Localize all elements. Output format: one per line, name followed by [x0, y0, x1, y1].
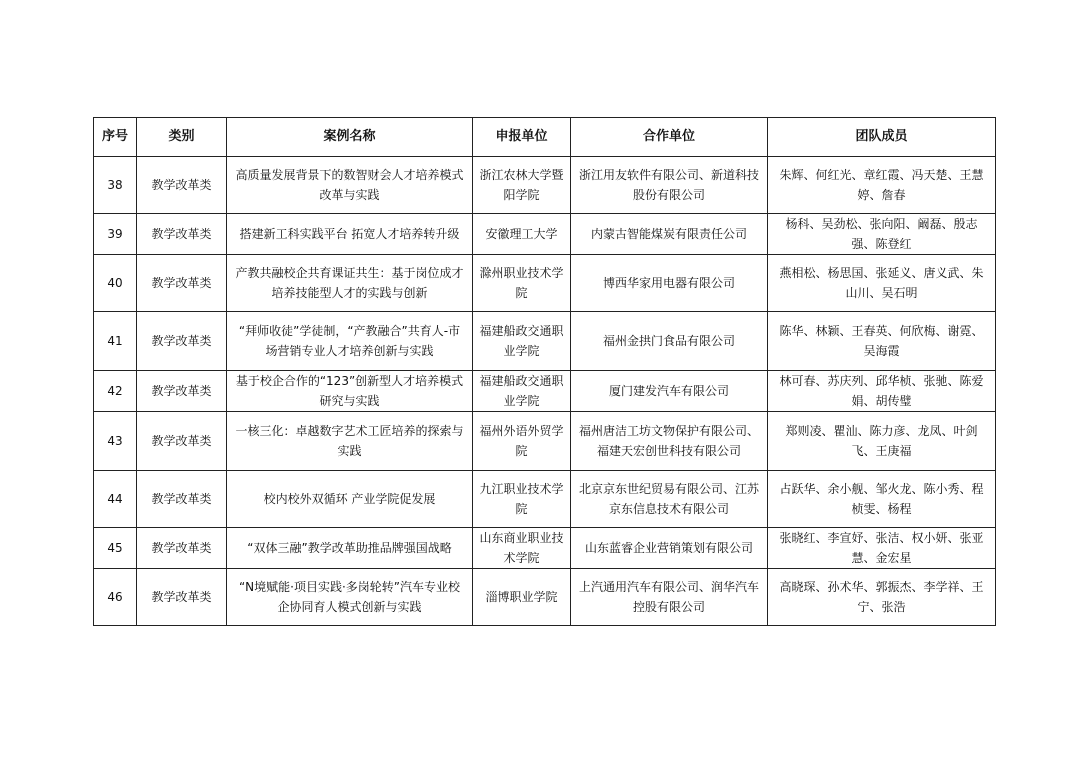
row-applicant: 山东商业职业技术学院: [473, 528, 571, 569]
row-members: 郑则凌、瞿汕、陈力彦、龙凤、叶剑飞、王庚福: [768, 412, 996, 471]
row-members: 占跃华、余小舰、邹火龙、陈小秀、程桢雯、杨程: [768, 471, 996, 528]
header-members: 团队成员: [768, 118, 996, 157]
row-partner: 浙江用友软件有限公司、新道科技股份有限公司: [571, 157, 768, 214]
row-members: 张晓红、李宣妤、张洁、权小妍、张亚慧、金宏星: [768, 528, 996, 569]
table-row: [94, 214, 996, 255]
row-case-name: “拜师收徒”学徒制，“产教融合”共育人-市场营销专业人才培养创新与实践: [227, 312, 473, 371]
row-no: 42: [94, 371, 137, 412]
row-no: 46: [94, 569, 137, 626]
row-no: 45: [94, 528, 137, 569]
row-partner: 北京京东世纪贸易有限公司、江苏京东信息技术有限公司: [571, 471, 768, 528]
row-no: 39: [94, 214, 137, 255]
row-no: 43: [94, 412, 137, 471]
row-case-name: 校内校外双循环 产业学院促发展: [227, 471, 473, 528]
row-case-name: 产教共融校企共育课证共生：基于岗位成才培养技能型人才的实践与创新: [227, 255, 473, 312]
header-row: [94, 118, 996, 157]
row-category: 教学改革类: [137, 255, 227, 312]
row-partner: 山东蓝睿企业营销策划有限公司: [571, 528, 768, 569]
row-category: 教学改革类: [137, 371, 227, 412]
header-partner: 合作单位: [571, 118, 768, 157]
row-applicant: 滁州职业技术学院: [473, 255, 571, 312]
row-category: 教学改革类: [137, 312, 227, 371]
row-members: 燕相松、杨思国、张延义、唐义武、朱山川、吴石明: [768, 255, 996, 312]
table-row: [94, 412, 996, 471]
row-category: 教学改革类: [137, 528, 227, 569]
row-category: 教学改革类: [137, 157, 227, 214]
row-partner: 福州金拱门食品有限公司: [571, 312, 768, 371]
row-applicant: 淄博职业学院: [473, 569, 571, 626]
row-partner: 上汽通用汽车有限公司、润华汽车控股有限公司: [571, 569, 768, 626]
row-members: 林可春、苏庆列、邱华桢、张驰、陈爱娟、胡传璧: [768, 371, 996, 412]
row-members: 陈华、林颖、王春英、何欣梅、谢霓、吴海霞: [768, 312, 996, 371]
header-no: 序号: [94, 118, 137, 157]
case-table: [93, 117, 996, 626]
row-partner: 厦门建发汽车有限公司: [571, 371, 768, 412]
row-applicant: 福建船政交通职业学院: [473, 371, 571, 412]
table-row: [94, 255, 996, 312]
row-members: 朱辉、何红光、章红霞、冯天楚、王慧婷、詹春: [768, 157, 996, 214]
row-category: 教学改革类: [137, 214, 227, 255]
row-case-name: “N境赋能·项目实践·多岗轮转”汽车专业校企协同育人模式创新与实践: [227, 569, 473, 626]
row-no: 40: [94, 255, 137, 312]
row-partner: 博西华家用电器有限公司: [571, 255, 768, 312]
table-row: [94, 157, 996, 214]
row-no: 44: [94, 471, 137, 528]
row-case-name: 基于校企合作的“123”创新型人才培养模式研究与实践: [227, 371, 473, 412]
row-category: 教学改革类: [137, 471, 227, 528]
row-partner: 内蒙古智能煤炭有限责任公司: [571, 214, 768, 255]
header-category: 类别: [137, 118, 227, 157]
row-case-name: “双体三融”教学改革助推品牌强国战略: [227, 528, 473, 569]
table-row: [94, 312, 996, 371]
row-partner: 福州唐洁工坊文物保护有限公司、福建天宏创世科技有限公司: [571, 412, 768, 471]
row-applicant: 九江职业技术学院: [473, 471, 571, 528]
row-category: 教学改革类: [137, 569, 227, 626]
table-row: [94, 528, 996, 569]
header-case-name: 案例名称: [227, 118, 473, 157]
row-case-name: 一核三化：卓越数字艺术工匠培养的探索与实践: [227, 412, 473, 471]
row-applicant: 浙江农林大学暨阳学院: [473, 157, 571, 214]
row-applicant: 福州外语外贸学院: [473, 412, 571, 471]
row-category: 教学改革类: [137, 412, 227, 471]
row-case-name: 搭建新工科实践平台 拓宽人才培养转升级: [227, 214, 473, 255]
row-no: 38: [94, 157, 137, 214]
table-row: [94, 569, 996, 626]
header-applicant: 申报单位: [473, 118, 571, 157]
row-members: 杨科、吴劲松、张向阳、阚磊、殷志强、陈登红: [768, 214, 996, 255]
row-applicant: 安徽理工大学: [473, 214, 571, 255]
row-applicant: 福建船政交通职业学院: [473, 312, 571, 371]
row-case-name: 高质量发展背景下的数智财会人才培养模式改革与实践: [227, 157, 473, 214]
row-no: 41: [94, 312, 137, 371]
row-members: 高晓琛、孙术华、郭振杰、李学祥、王宁、张浩: [768, 569, 996, 626]
table-row: [94, 471, 996, 528]
table-row: [94, 371, 996, 412]
